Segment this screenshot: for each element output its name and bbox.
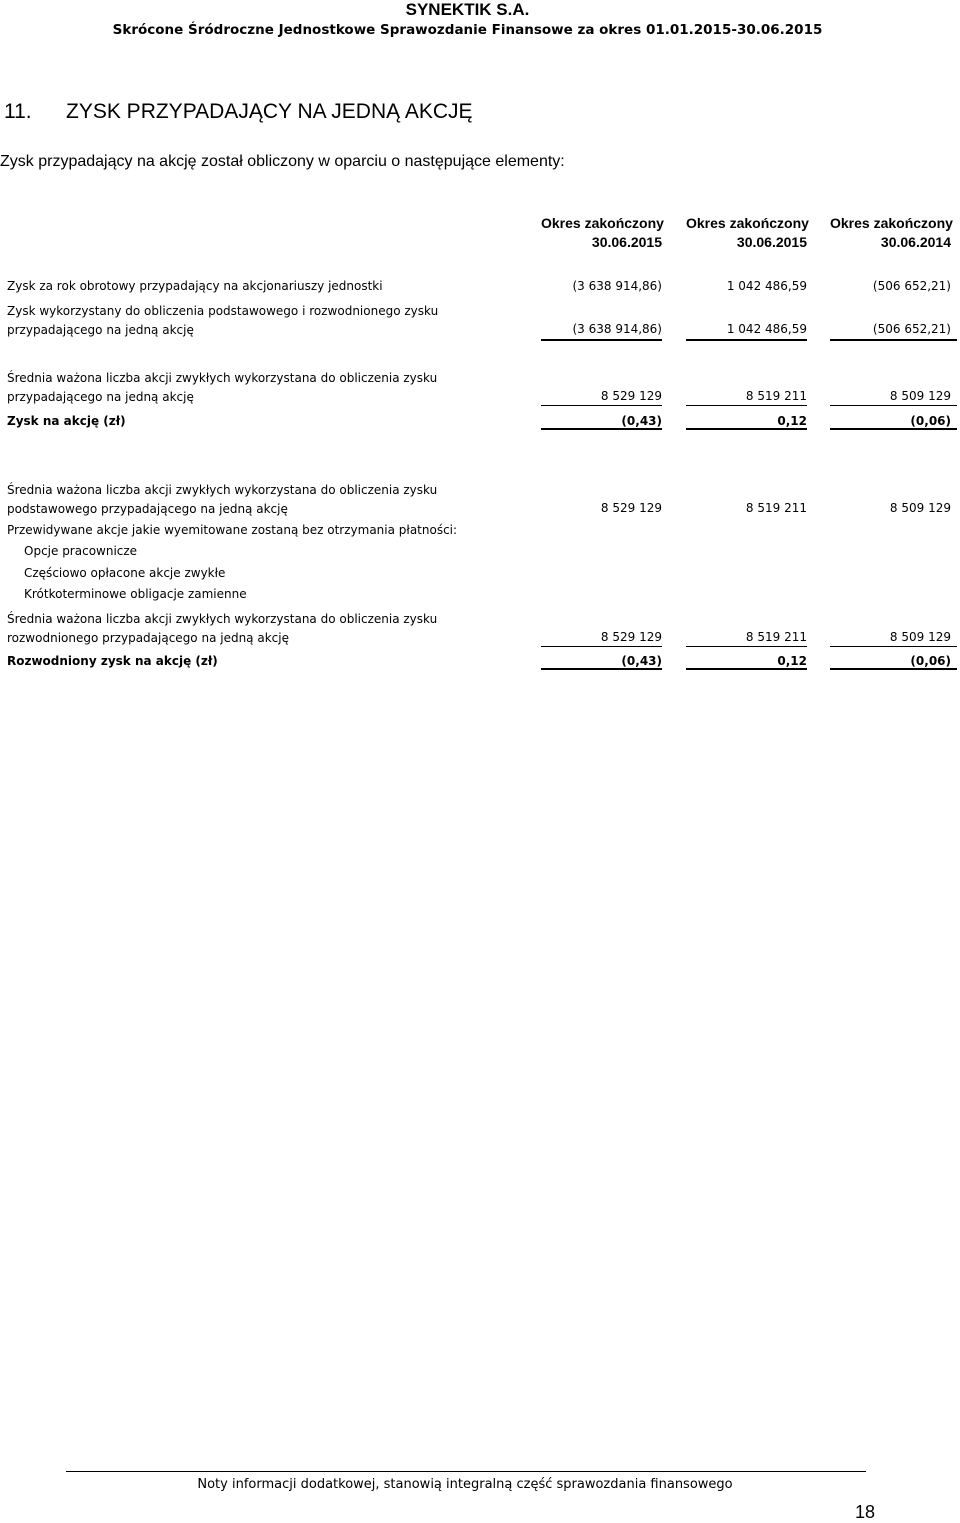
table2-row3-label [7, 610, 437, 648]
table2-row3-underline-2 [686, 646, 807, 647]
table2-row3-label-line1: Średnia ważona liczba akcji zwykłych wykorzystana do obliczenia zysku [7, 612, 438, 626]
table1-row4-label: Zysk na akcję (zł) [7, 414, 126, 428]
table2-row4-underline-2 [686, 668, 807, 670]
section-heading [4, 100, 473, 124]
table1-row4-value-1: (0,43) [621, 414, 662, 428]
section-title: ZYSK PRZYPADAJĄCY NA JEDNĄ AKCJĘ [66, 100, 473, 123]
table1-row1-value-3: (506 652,21) [872, 279, 951, 293]
table2-row4-value-3: (0,06) [910, 654, 951, 668]
company-name: SYNEKTIK S.A. [405, 0, 530, 19]
footer-rule [66, 1471, 866, 1472]
column-header-1-line2: 30.06.2015 [591, 234, 662, 250]
table1-row3-label [7, 369, 437, 407]
table2-row3-label-line2: rozwodnionego przypadającego na jedną akcję [7, 631, 289, 645]
column-header-3 [830, 214, 951, 252]
table1-row3-underline-1 [541, 405, 662, 406]
column-header-3-line1: Okres zakończony [830, 215, 953, 231]
table2-row1-label [7, 481, 437, 519]
table1-row2-label-line1: Zysk wykorzystany do obliczenia podstawowego i rozwodnionego zysku [7, 304, 439, 318]
table1-row3-underline-3 [830, 405, 957, 406]
table1-row3-label-line1: Średnia ważona liczba akcji zwykłych wykorzystana do obliczenia zysku [7, 371, 438, 385]
table2-row3-value-1: 8 529 129 [600, 630, 662, 644]
table2-row4-value-2: 0,12 [777, 654, 807, 668]
table2-row4-underline-1 [541, 668, 662, 670]
table2-row4-underline-3 [830, 668, 957, 670]
table2-sub-item-3: Krótkoterminowe obligacje zamienne [24, 587, 247, 601]
table2-row4-label: Rozwodniony zysk na akcję (zł) [7, 654, 218, 668]
table1-row4-underline-2 [686, 428, 807, 430]
table1-row2-value-3: (506 652,21) [872, 322, 951, 336]
table1-row1-value-1: (3 638 914,86) [572, 279, 662, 293]
table1-row4-underline-1 [541, 428, 662, 430]
column-header-3-line2: 30.06.2014 [880, 234, 951, 250]
table1-row1-value-2: 1 042 486,59 [726, 279, 807, 293]
table1-row2-underline-1 [541, 339, 662, 341]
table1-row4-value-3: (0,06) [910, 414, 951, 428]
footer-note: Noty informacji dodatkowej, stanowią integralną część sprawozdania finansowego [197, 1477, 733, 1492]
table2-row3-underline-3 [830, 646, 957, 647]
table1-row4-underline-3 [830, 428, 957, 430]
table2-row3-value-2: 8 519 211 [745, 630, 807, 644]
column-header-2-line1: Okres zakończony [686, 215, 809, 231]
table1-row2-value-1: (3 638 914,86) [572, 322, 662, 336]
table2-row3-underline-1 [541, 646, 662, 647]
table1-row2-value-2: 1 042 486,59 [726, 322, 807, 336]
column-header-1-line1: Okres zakończony [541, 215, 664, 231]
table1-row3-label-line2: przypadającego na jedną akcję [7, 390, 194, 404]
table2-sub-item-2: Częściowo opłacone akcje zwykłe [24, 566, 226, 580]
table1-row2-label [7, 302, 438, 340]
table2-row4-value-1: (0,43) [621, 654, 662, 668]
table2-row1-label-line1: Średnia ważona liczba akcji zwykłych wykorzystana do obliczenia zysku [7, 483, 438, 497]
table2-row1-value-2: 8 519 211 [745, 501, 807, 515]
table2-row3-value-3: 8 509 129 [889, 630, 951, 644]
table1-row3-value-2: 8 519 211 [745, 389, 807, 403]
section-number: 11. [4, 100, 32, 123]
table2-row1-value-1: 8 529 129 [600, 501, 662, 515]
table1-row3-value-1: 8 529 129 [600, 389, 662, 403]
report-subtitle: Skrócone Śródroczne Jednostkowe Sprawozdanie Finansowe za okres 01.01.2015-30.06.2015 [112, 22, 823, 38]
table1-row2-label-line2: przypadającego na jedną akcję [7, 323, 194, 337]
column-header-1 [541, 214, 662, 252]
table1-row2-underline-3 [830, 339, 957, 341]
table2-row1-label-line2: podstawowego przypadającego na jedną akcję [7, 502, 288, 516]
column-header-2 [686, 214, 807, 252]
section-intro: Zysk przypadający na akcję został obliczony w oparciu o następujące elementy: [0, 153, 565, 170]
table1-row1-label: Zysk za rok obrotowy przypadający na akcjonariuszy jednostki [7, 279, 383, 293]
table2-row2-label: Przewidywane akcje jakie wyemitowane zostaną bez otrzymania płatności: [7, 523, 458, 537]
table1-row4-value-2: 0,12 [777, 414, 807, 428]
table1-row2-underline-2 [686, 339, 807, 341]
table1-row3-value-3: 8 509 129 [889, 389, 951, 403]
table1-row3-underline-2 [686, 405, 807, 406]
page-number: 18 [855, 1502, 876, 1522]
column-header-2-line2: 30.06.2015 [736, 234, 807, 250]
table2-sub-item-1: Opcje pracownicze [24, 544, 138, 558]
table2-row1-value-3: 8 509 129 [889, 501, 951, 515]
